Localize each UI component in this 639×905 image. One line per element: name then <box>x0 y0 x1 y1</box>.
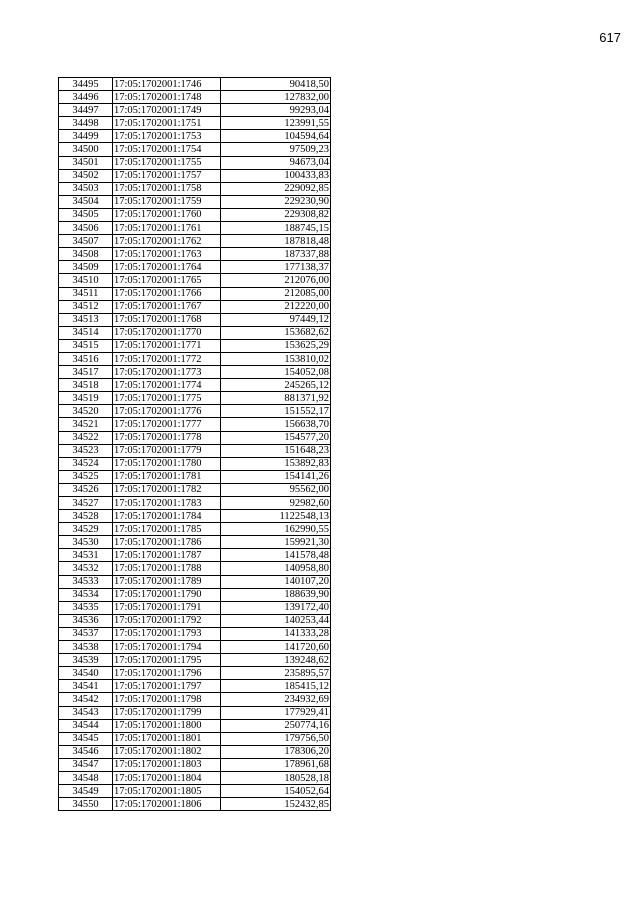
amount-cell: 141333,28 <box>221 627 331 640</box>
table-row <box>59 326 331 339</box>
amount-cell: 154577,20 <box>221 431 331 444</box>
amount-cell: 90418,50 <box>221 78 331 91</box>
amount-cell: 152432,85 <box>221 798 331 811</box>
amount-cell: 1122548,13 <box>221 510 331 523</box>
cadastral-number-cell: 17:05:1702001:1794 <box>113 641 221 654</box>
amount-cell: 159921,30 <box>221 536 331 549</box>
amount-cell: 188639,90 <box>221 588 331 601</box>
table-row <box>59 588 331 601</box>
table-row <box>59 169 331 182</box>
table-row <box>59 470 331 483</box>
table-row <box>59 405 331 418</box>
row-number-cell: 34495 <box>59 78 113 91</box>
table-row <box>59 248 331 261</box>
table-row <box>59 444 331 457</box>
amount-cell: 153682,62 <box>221 326 331 339</box>
cadastral-number-cell: 17:05:1702001:1755 <box>113 156 221 169</box>
amount-cell: 245265,12 <box>221 379 331 392</box>
amount-cell: 140107,20 <box>221 575 331 588</box>
table-row <box>59 680 331 693</box>
row-number-cell: 34523 <box>59 444 113 457</box>
table-row <box>59 78 331 91</box>
cadastral-number-cell: 17:05:1702001:1746 <box>113 78 221 91</box>
amount-cell: 178961,68 <box>221 758 331 771</box>
cadastral-number-cell: 17:05:1702001:1785 <box>113 523 221 536</box>
table-row <box>59 431 331 444</box>
table-row <box>59 758 331 771</box>
cadastral-number-cell: 17:05:1702001:1777 <box>113 418 221 431</box>
row-number-cell: 34538 <box>59 641 113 654</box>
cadastral-number-cell: 17:05:1702001:1758 <box>113 182 221 195</box>
row-number-cell: 34547 <box>59 758 113 771</box>
amount-cell: 229230,90 <box>221 195 331 208</box>
cadastral-number-cell: 17:05:1702001:1790 <box>113 588 221 601</box>
row-number-cell: 34509 <box>59 261 113 274</box>
table-row <box>59 706 331 719</box>
amount-cell: 104594,64 <box>221 130 331 143</box>
table-row <box>59 771 331 784</box>
amount-cell: 92982,60 <box>221 497 331 510</box>
table-row <box>59 785 331 798</box>
table-row <box>59 339 331 352</box>
cadastral-number-cell: 17:05:1702001:1781 <box>113 470 221 483</box>
row-number-cell: 34525 <box>59 470 113 483</box>
row-number-cell: 34510 <box>59 274 113 287</box>
cadastral-number-cell: 17:05:1702001:1791 <box>113 601 221 614</box>
table-row <box>59 523 331 536</box>
amount-cell: 139248,62 <box>221 654 331 667</box>
row-number-cell: 34535 <box>59 601 113 614</box>
table-row <box>59 313 331 326</box>
row-number-cell: 34528 <box>59 510 113 523</box>
amount-cell: 178306,20 <box>221 745 331 758</box>
row-number-cell: 34503 <box>59 182 113 195</box>
cadastral-number-cell: 17:05:1702001:1754 <box>113 143 221 156</box>
table-row <box>59 719 331 732</box>
cadastral-number-cell: 17:05:1702001:1782 <box>113 483 221 496</box>
cadastral-number-cell: 17:05:1702001:1797 <box>113 680 221 693</box>
row-number-cell: 34502 <box>59 169 113 182</box>
row-number-cell: 34549 <box>59 785 113 798</box>
table-row <box>59 91 331 104</box>
amount-cell: 151552,17 <box>221 405 331 418</box>
row-number-cell: 34500 <box>59 143 113 156</box>
cadastral-number-cell: 17:05:1702001:1803 <box>113 758 221 771</box>
table-row <box>59 641 331 654</box>
amount-cell: 162990,55 <box>221 523 331 536</box>
cadastral-number-cell: 17:05:1702001:1762 <box>113 235 221 248</box>
cadastral-number-cell: 17:05:1702001:1788 <box>113 562 221 575</box>
amount-cell: 127832,00 <box>221 91 331 104</box>
table-body <box>59 78 331 811</box>
amount-cell: 95562,00 <box>221 483 331 496</box>
row-number-cell: 34519 <box>59 392 113 405</box>
cadastral-number-cell: 17:05:1702001:1770 <box>113 326 221 339</box>
amount-cell: 187337,88 <box>221 248 331 261</box>
row-number-cell: 34548 <box>59 771 113 784</box>
cadastral-number-cell: 17:05:1702001:1764 <box>113 261 221 274</box>
row-number-cell: 34499 <box>59 130 113 143</box>
cadastral-number-cell: 17:05:1702001:1760 <box>113 208 221 221</box>
cadastral-number-cell: 17:05:1702001:1773 <box>113 366 221 379</box>
table-row <box>59 208 331 221</box>
row-number-cell: 34514 <box>59 326 113 339</box>
amount-cell: 97449,12 <box>221 313 331 326</box>
amount-cell: 151648,23 <box>221 444 331 457</box>
table-row <box>59 601 331 614</box>
row-number-cell: 34513 <box>59 313 113 326</box>
amount-cell: 141578,48 <box>221 549 331 562</box>
table-row <box>59 483 331 496</box>
cadastral-number-cell: 17:05:1702001:1806 <box>113 798 221 811</box>
cadastral-number-cell: 17:05:1702001:1775 <box>113 392 221 405</box>
table-row <box>59 457 331 470</box>
row-number-cell: 34506 <box>59 222 113 235</box>
cadastral-number-cell: 17:05:1702001:1783 <box>113 497 221 510</box>
amount-cell: 154052,08 <box>221 366 331 379</box>
table-row <box>59 182 331 195</box>
amount-cell: 180528,18 <box>221 771 331 784</box>
row-number-cell: 34526 <box>59 483 113 496</box>
amount-cell: 185415,12 <box>221 680 331 693</box>
amount-cell: 212076,00 <box>221 274 331 287</box>
cadastral-number-cell: 17:05:1702001:1778 <box>113 431 221 444</box>
cadastral-number-cell: 17:05:1702001:1786 <box>113 536 221 549</box>
table-row <box>59 352 331 365</box>
table-row <box>59 143 331 156</box>
table-row <box>59 745 331 758</box>
cadastral-number-cell: 17:05:1702001:1751 <box>113 117 221 130</box>
table-row <box>59 300 331 313</box>
row-number-cell: 34508 <box>59 248 113 261</box>
row-number-cell: 34522 <box>59 431 113 444</box>
amount-cell: 229092,85 <box>221 182 331 195</box>
row-number-cell: 34536 <box>59 614 113 627</box>
cadastral-number-cell: 17:05:1702001:1771 <box>113 339 221 352</box>
cadastral-number-cell: 17:05:1702001:1776 <box>113 405 221 418</box>
cadastral-number-cell: 17:05:1702001:1789 <box>113 575 221 588</box>
cadastral-number-cell: 17:05:1702001:1802 <box>113 745 221 758</box>
row-number-cell: 34520 <box>59 405 113 418</box>
row-number-cell: 34515 <box>59 339 113 352</box>
table-row <box>59 195 331 208</box>
table-row <box>59 287 331 300</box>
table-row <box>59 693 331 706</box>
amount-cell: 140253,44 <box>221 614 331 627</box>
table-row <box>59 536 331 549</box>
cadastral-number-cell: 17:05:1702001:1757 <box>113 169 221 182</box>
table-row <box>59 117 331 130</box>
row-number-cell: 34501 <box>59 156 113 169</box>
amount-cell: 154052,64 <box>221 785 331 798</box>
cadastral-number-cell: 17:05:1702001:1804 <box>113 771 221 784</box>
cadastral-number-cell: 17:05:1702001:1766 <box>113 287 221 300</box>
table-row <box>59 366 331 379</box>
table-row <box>59 654 331 667</box>
table-row <box>59 732 331 745</box>
row-number-cell: 34539 <box>59 654 113 667</box>
row-number-cell: 34516 <box>59 352 113 365</box>
cadastral-number-cell: 17:05:1702001:1767 <box>113 300 221 313</box>
row-number-cell: 34545 <box>59 732 113 745</box>
amount-cell: 177138,37 <box>221 261 331 274</box>
row-number-cell: 34527 <box>59 497 113 510</box>
amount-cell: 154141,26 <box>221 470 331 483</box>
cadastral-number-cell: 17:05:1702001:1774 <box>113 379 221 392</box>
cadastral-number-cell: 17:05:1702001:1799 <box>113 706 221 719</box>
table-row <box>59 614 331 627</box>
table-row <box>59 130 331 143</box>
table-row <box>59 418 331 431</box>
row-number-cell: 34542 <box>59 693 113 706</box>
cadastral-number-cell: 17:05:1702001:1759 <box>113 195 221 208</box>
table-row <box>59 667 331 680</box>
amount-cell: 140958,80 <box>221 562 331 575</box>
amount-cell: 99293,04 <box>221 104 331 117</box>
amount-cell: 94673,04 <box>221 156 331 169</box>
row-number-cell: 34546 <box>59 745 113 758</box>
amount-cell: 212220,00 <box>221 300 331 313</box>
row-number-cell: 34543 <box>59 706 113 719</box>
table-row <box>59 510 331 523</box>
cadastral-number-cell: 17:05:1702001:1753 <box>113 130 221 143</box>
row-number-cell: 34498 <box>59 117 113 130</box>
row-number-cell: 34540 <box>59 667 113 680</box>
amount-cell: 179756,50 <box>221 732 331 745</box>
row-number-cell: 34537 <box>59 627 113 640</box>
table-row <box>59 575 331 588</box>
table-row <box>59 497 331 510</box>
table-row <box>59 627 331 640</box>
table-row <box>59 562 331 575</box>
table-row <box>59 104 331 117</box>
amount-cell: 250774,16 <box>221 719 331 732</box>
table-row <box>59 549 331 562</box>
amount-cell: 212085,00 <box>221 287 331 300</box>
row-number-cell: 34530 <box>59 536 113 549</box>
row-number-cell: 34505 <box>59 208 113 221</box>
cadastral-number-cell: 17:05:1702001:1793 <box>113 627 221 640</box>
amount-cell: 187818,48 <box>221 235 331 248</box>
amount-cell: 97509,23 <box>221 143 331 156</box>
row-number-cell: 34521 <box>59 418 113 431</box>
cadastral-number-cell: 17:05:1702001:1749 <box>113 104 221 117</box>
row-number-cell: 34511 <box>59 287 113 300</box>
row-number-cell: 34531 <box>59 549 113 562</box>
cadastral-number-cell: 17:05:1702001:1780 <box>113 457 221 470</box>
row-number-cell: 34512 <box>59 300 113 313</box>
table-row <box>59 392 331 405</box>
cadastral-number-cell: 17:05:1702001:1795 <box>113 654 221 667</box>
cadastral-number-cell: 17:05:1702001:1765 <box>113 274 221 287</box>
amount-cell: 153810,02 <box>221 352 331 365</box>
cadastral-number-cell: 17:05:1702001:1805 <box>113 785 221 798</box>
cadastral-number-cell: 17:05:1702001:1796 <box>113 667 221 680</box>
row-number-cell: 34504 <box>59 195 113 208</box>
amount-cell: 881371,92 <box>221 392 331 405</box>
cadastral-number-cell: 17:05:1702001:1761 <box>113 222 221 235</box>
cadastral-number-cell: 17:05:1702001:1763 <box>113 248 221 261</box>
amount-cell: 188745,15 <box>221 222 331 235</box>
row-number-cell: 34524 <box>59 457 113 470</box>
table-row <box>59 222 331 235</box>
row-number-cell: 34517 <box>59 366 113 379</box>
cadastral-number-cell: 17:05:1702001:1800 <box>113 719 221 732</box>
row-number-cell: 34507 <box>59 235 113 248</box>
amount-cell: 177929,41 <box>221 706 331 719</box>
table-row <box>59 379 331 392</box>
cadastral-number-cell: 17:05:1702001:1748 <box>113 91 221 104</box>
cadastral-number-cell: 17:05:1702001:1787 <box>113 549 221 562</box>
table-row <box>59 235 331 248</box>
row-number-cell: 34496 <box>59 91 113 104</box>
cadastral-number-cell: 17:05:1702001:1792 <box>113 614 221 627</box>
amount-cell: 153892,83 <box>221 457 331 470</box>
table-row <box>59 274 331 287</box>
cadastral-value-table <box>58 77 331 811</box>
table-row <box>59 156 331 169</box>
row-number-cell: 34550 <box>59 798 113 811</box>
amount-cell: 234932,69 <box>221 693 331 706</box>
amount-cell: 141720,60 <box>221 641 331 654</box>
row-number-cell: 34518 <box>59 379 113 392</box>
amount-cell: 229308,82 <box>221 208 331 221</box>
amount-cell: 156638,70 <box>221 418 331 431</box>
amount-cell: 100433,83 <box>221 169 331 182</box>
amount-cell: 123991,55 <box>221 117 331 130</box>
row-number-cell: 34529 <box>59 523 113 536</box>
page-number: 617 <box>599 30 621 45</box>
cadastral-number-cell: 17:05:1702001:1784 <box>113 510 221 523</box>
row-number-cell: 34534 <box>59 588 113 601</box>
cadastral-number-cell: 17:05:1702001:1798 <box>113 693 221 706</box>
amount-cell: 139172,40 <box>221 601 331 614</box>
table-row <box>59 798 331 811</box>
cadastral-number-cell: 17:05:1702001:1801 <box>113 732 221 745</box>
row-number-cell: 34544 <box>59 719 113 732</box>
row-number-cell: 34541 <box>59 680 113 693</box>
cadastral-number-cell: 17:05:1702001:1772 <box>113 352 221 365</box>
row-number-cell: 34497 <box>59 104 113 117</box>
cadastral-number-cell: 17:05:1702001:1768 <box>113 313 221 326</box>
amount-cell: 235895,57 <box>221 667 331 680</box>
amount-cell: 153625,29 <box>221 339 331 352</box>
row-number-cell: 34532 <box>59 562 113 575</box>
row-number-cell: 34533 <box>59 575 113 588</box>
table-row <box>59 261 331 274</box>
cadastral-number-cell: 17:05:1702001:1779 <box>113 444 221 457</box>
